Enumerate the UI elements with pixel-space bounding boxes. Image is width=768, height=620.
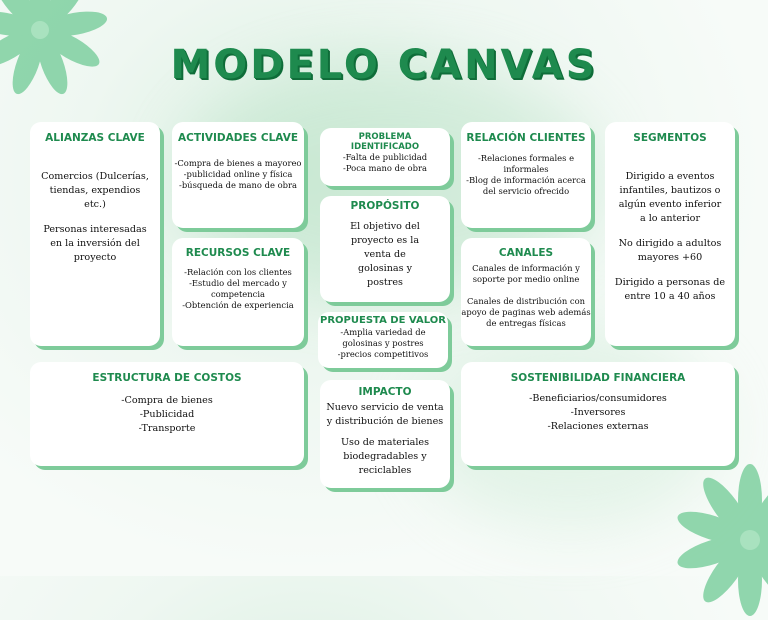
card-line: de entregas físicas [486,318,566,328]
card-line: -Estudio del mercado y [189,278,287,288]
page-title: MODELO CANVAS [170,42,598,88]
card-line: -publicidad online y física [183,169,293,179]
card-heading: PROPÓSITO [350,200,420,212]
card-line: biodegradables y [343,451,427,462]
card-line: informales [503,164,549,174]
card-segmentos [605,122,735,346]
card-line: Dirigido a eventos [625,171,715,182]
card-line: mayores +60 [637,252,703,263]
card-line: Dirigido a personas de [614,277,726,288]
card-line: infantiles, bautizos o [619,185,721,196]
card-heading: ESTRUCTURA DE COSTOS [92,372,242,384]
card-line: -Relación con los clientes [184,267,292,277]
card-line: proyecto es la [350,235,420,246]
card-impacto [320,380,450,488]
card-line: entre 10 a 40 años [624,291,716,302]
card-sostenibilidad-financiera [461,362,735,466]
card-line: -Falta de publicidad [342,152,428,162]
card-heading: IDENTIFICADO [350,142,420,152]
card-line: proyecto [73,252,117,263]
card-propuesta-de-valor [318,312,448,368]
card-heading: CANALES [498,247,554,259]
card-line: -Relaciones externas [547,421,649,432]
card-heading: RECURSOS CLAVE [185,247,291,259]
card-heading: PROBLEMA [358,132,412,142]
card-line: reciclables [358,465,412,476]
card-line: Nuevo servicio de venta [326,402,444,413]
card-line: -Compra de bienes a mayoreo [174,158,302,168]
card-line: -Inversores [570,407,626,418]
card-problema-identificado [320,128,450,186]
card-line: Canales de información y [472,263,580,273]
card-line: del servicio ofrecido [482,186,570,196]
card-line: venta de [364,249,406,260]
card-proposito [320,196,450,302]
card-line: etc.) [84,199,106,210]
card-line: -Publicidad [139,409,195,420]
card-alianzas-clave [30,122,160,346]
card-line: -Transporte [138,423,196,434]
card-line: Uso de materiales [340,437,430,448]
card-line: -Obtención de experiencia [182,300,294,310]
card-line: Canales de distribución con [466,296,586,306]
card-heading: IMPACTO [358,386,412,398]
card-heading: RELACIÓN CLIENTES [466,132,586,144]
card-relacion-clientes [461,122,591,228]
card-recursos-clave [172,238,304,346]
card-line: -búsqueda de mano de obra [178,180,297,190]
card-line: -Poca mano de obra [343,163,427,173]
card-line: apoyo de paginas web además [461,307,591,317]
card-heading: ACTIVIDADES CLAVE [178,132,298,144]
card-line: Personas interesadas [43,224,147,235]
card-line: competencia [210,289,266,299]
card-actividades-clave [172,122,304,228]
card-line: algún evento inferior [618,199,722,210]
card-line: -Relaciones formales e [477,153,575,163]
card-line: golosinas y [357,263,413,274]
card-heading: ALIANZAS CLAVE [45,132,145,144]
card-line: El objetivo del [350,221,420,232]
card-line: soporte por medio online [472,274,580,284]
card-line: a lo anterior [639,213,701,224]
card-line: -Beneficiarios/consumidores [529,393,667,404]
card-canales [461,238,591,346]
card-line: postres [367,277,403,288]
card-line: -Amplia variedad de [340,327,426,337]
card-heading: SEGMENTOS [633,132,707,144]
card-line: No dirigido a adultos [618,238,722,249]
card-estructura-de-costos [30,362,304,466]
card-heading: SOSTENIBILIDAD FINANCIERA [510,372,686,384]
card-line: tiendas, expendios [49,185,141,196]
card-line: en la inversión del [50,238,140,249]
card-line: y distribución de bienes [326,416,444,427]
card-line: -Compra de bienes [121,395,213,406]
card-line: golosinas y postres [342,338,424,348]
card-line: -precios competitivos [337,349,429,359]
card-heading: PROPUESTA DE VALOR [320,315,446,326]
flower-icon-bottom-right [670,460,768,620]
card-line: -Blog de información acerca [466,175,586,185]
card-line: Comercios (Dulcerías, [41,171,149,182]
